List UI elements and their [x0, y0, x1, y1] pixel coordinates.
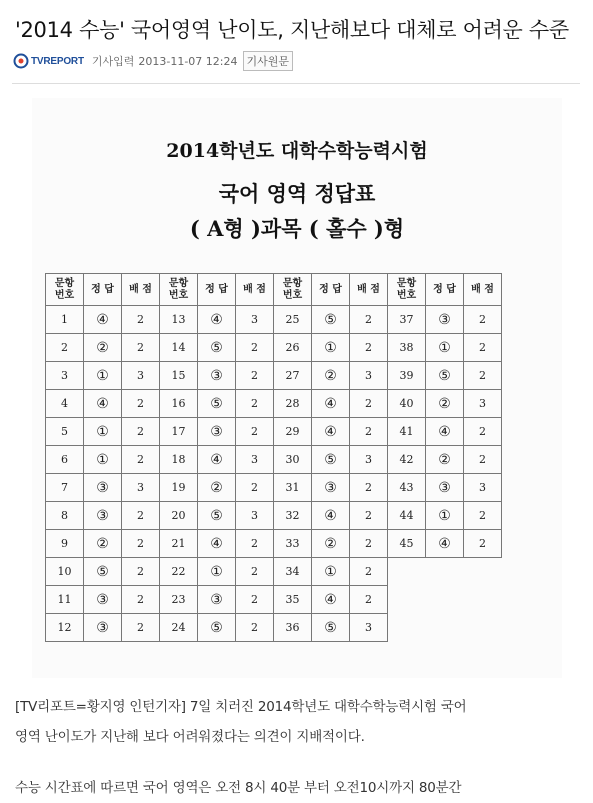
answer: ⑤	[198, 390, 236, 418]
question-number: 41	[388, 418, 426, 446]
points: 2	[350, 530, 388, 558]
answer: ①	[84, 362, 122, 390]
answer-header: 정 답	[198, 274, 236, 306]
question-number-header: 문항 번호	[160, 274, 198, 306]
points: 2	[236, 418, 274, 446]
points: 2	[122, 334, 160, 362]
answer: ⑤	[198, 614, 236, 642]
points: 2	[122, 390, 160, 418]
article-datetime: 2013-11-07 12:24	[138, 54, 238, 68]
points: 2	[464, 362, 502, 390]
answer: ④	[426, 418, 464, 446]
table-row	[46, 558, 502, 586]
points-header: 배 점	[350, 274, 388, 306]
points: 2	[122, 502, 160, 530]
answer: ②	[312, 362, 350, 390]
points: 2	[122, 306, 160, 334]
table-row	[46, 306, 502, 334]
answer-header: 정 답	[312, 274, 350, 306]
answer: ③	[84, 474, 122, 502]
question-number-header: 문항 번호	[274, 274, 312, 306]
answer: ④	[426, 530, 464, 558]
empty-cell	[426, 558, 464, 586]
points: 3	[350, 446, 388, 474]
question-number: 26	[274, 334, 312, 362]
question-number: 40	[388, 390, 426, 418]
points: 2	[350, 390, 388, 418]
answer: ④	[312, 502, 350, 530]
points: 2	[122, 614, 160, 642]
points: 2	[350, 334, 388, 362]
points: 2	[236, 558, 274, 586]
sheet-type-line: ( A형 )과목 ( 홀수 )형	[189, 216, 405, 241]
question-number: 43	[388, 474, 426, 502]
answer: ④	[198, 446, 236, 474]
empty-cell	[426, 614, 464, 642]
question-number: 34	[274, 558, 312, 586]
table-row	[46, 446, 502, 474]
points-header: 배 점	[464, 274, 502, 306]
question-number: 4	[46, 390, 84, 418]
divider	[12, 83, 580, 84]
question-number: 9	[46, 530, 84, 558]
answer: ②	[84, 530, 122, 558]
question-number: 19	[160, 474, 198, 502]
question-number: 39	[388, 362, 426, 390]
points: 2	[464, 334, 502, 362]
answer: ③	[84, 586, 122, 614]
answer: ③	[426, 474, 464, 502]
answer: ②	[312, 530, 350, 558]
table-row	[46, 474, 502, 502]
points: 2	[122, 558, 160, 586]
article-paragraph-1: [TV리포트=황지영 인턴기자] 7일 치러진 2014학년도 대학수학능력시험 국어	[15, 699, 467, 715]
answer: ③	[198, 362, 236, 390]
table-row	[46, 390, 502, 418]
article-headline[interactable]: '2014 수능' 국어영역 난이도, 지난해보다 대체로 어려운 수준	[15, 18, 569, 42]
points: 2	[236, 362, 274, 390]
answer: ①	[426, 502, 464, 530]
points: 3	[236, 502, 274, 530]
answer: ④	[198, 306, 236, 334]
points: 2	[236, 614, 274, 642]
answer: ④	[198, 530, 236, 558]
question-number: 13	[160, 306, 198, 334]
empty-cell	[464, 586, 502, 614]
points: 2	[464, 418, 502, 446]
points: 3	[236, 446, 274, 474]
question-number: 14	[160, 334, 198, 362]
question-number: 27	[274, 362, 312, 390]
question-number: 29	[274, 418, 312, 446]
answer: ①	[84, 446, 122, 474]
table-row	[46, 334, 502, 362]
empty-cell	[388, 614, 426, 642]
answer-table	[45, 273, 502, 642]
empty-cell	[388, 558, 426, 586]
points: 2	[350, 502, 388, 530]
points: 2	[350, 418, 388, 446]
answer: ④	[312, 418, 350, 446]
answer: ①	[426, 334, 464, 362]
question-number-header: 문항 번호	[388, 274, 426, 306]
table-row	[46, 614, 502, 642]
answer: ④	[312, 586, 350, 614]
question-number: 23	[160, 586, 198, 614]
answer: ②	[84, 334, 122, 362]
question-number: 44	[388, 502, 426, 530]
answer: ②	[426, 446, 464, 474]
points: 2	[464, 530, 502, 558]
answer: ②	[426, 390, 464, 418]
answer: ⑤	[84, 558, 122, 586]
points: 2	[350, 558, 388, 586]
points-header: 배 점	[236, 274, 274, 306]
sheet-title: 2014학년도 대학수학능력시험	[166, 140, 428, 162]
points: 3	[122, 362, 160, 390]
answer: ③	[426, 306, 464, 334]
empty-cell	[464, 614, 502, 642]
question-number: 21	[160, 530, 198, 558]
answer: ③	[198, 418, 236, 446]
meta-label: 기사입력	[91, 55, 135, 68]
answer: ⑤	[426, 362, 464, 390]
points: 2	[236, 390, 274, 418]
question-number: 8	[46, 502, 84, 530]
article-meta	[13, 51, 293, 71]
points: 2	[236, 586, 274, 614]
points: 3	[122, 474, 160, 502]
points: 3	[236, 306, 274, 334]
answer: ⑤	[312, 614, 350, 642]
points: 2	[236, 334, 274, 362]
points: 2	[236, 530, 274, 558]
question-number: 24	[160, 614, 198, 642]
logo-text: TVREPORT	[31, 55, 84, 67]
question-number: 42	[388, 446, 426, 474]
points: 2	[464, 502, 502, 530]
question-number: 38	[388, 334, 426, 362]
points-header: 배 점	[122, 274, 160, 306]
answer: ④	[84, 390, 122, 418]
points: 2	[122, 418, 160, 446]
question-number: 37	[388, 306, 426, 334]
answer: ④	[312, 390, 350, 418]
points: 3	[350, 362, 388, 390]
points: 3	[464, 390, 502, 418]
question-number: 11	[46, 586, 84, 614]
answer-header: 정 답	[426, 274, 464, 306]
question-number: 16	[160, 390, 198, 418]
question-number: 36	[274, 614, 312, 642]
answer: ①	[198, 558, 236, 586]
empty-cell	[464, 558, 502, 586]
question-number: 10	[46, 558, 84, 586]
answer: ⑤	[312, 306, 350, 334]
answer: ③	[312, 474, 350, 502]
points: 2	[122, 530, 160, 558]
question-number: 17	[160, 418, 198, 446]
answer: ②	[198, 474, 236, 502]
answer: ③	[198, 586, 236, 614]
article-paragraph-3: 수능 시간표에 따르면 국어 영역은 오전 8시 40분 부터 오전10시까지 80분간	[15, 780, 462, 796]
answer: ①	[312, 558, 350, 586]
points: 3	[350, 614, 388, 642]
tvreport-logo[interactable]	[13, 53, 84, 69]
question-number: 18	[160, 446, 198, 474]
question-number: 28	[274, 390, 312, 418]
table-row	[46, 418, 502, 446]
question-number: 22	[160, 558, 198, 586]
answer: ③	[84, 614, 122, 642]
table-row	[46, 502, 502, 530]
empty-cell	[426, 586, 464, 614]
table-row	[46, 586, 502, 614]
question-number: 25	[274, 306, 312, 334]
answer: ①	[84, 418, 122, 446]
points: 2	[236, 474, 274, 502]
question-number-header: 문항 번호	[46, 274, 84, 306]
question-number: 45	[388, 530, 426, 558]
question-number: 35	[274, 586, 312, 614]
empty-cell	[388, 586, 426, 614]
question-number: 7	[46, 474, 84, 502]
question-number: 1	[46, 306, 84, 334]
tvreport-logo-icon	[13, 53, 29, 69]
question-number: 5	[46, 418, 84, 446]
question-number: 3	[46, 362, 84, 390]
answer-sheet-image	[32, 98, 562, 678]
points: 2	[350, 586, 388, 614]
question-number: 15	[160, 362, 198, 390]
answer: ⑤	[312, 446, 350, 474]
original-article-button[interactable]: 기사원문	[243, 51, 294, 71]
answer: ③	[84, 502, 122, 530]
points: 2	[122, 446, 160, 474]
question-number: 6	[46, 446, 84, 474]
answer: ⑤	[198, 334, 236, 362]
question-number: 30	[274, 446, 312, 474]
article-paragraph-2: 영역 난이도가 지난해 보다 어려워졌다는 의견이 지배적이다.	[15, 729, 365, 745]
points: 2	[464, 446, 502, 474]
answer-table-header	[46, 274, 502, 306]
question-number: 20	[160, 502, 198, 530]
question-number: 2	[46, 334, 84, 362]
question-number: 33	[274, 530, 312, 558]
table-row	[46, 530, 502, 558]
question-number: 31	[274, 474, 312, 502]
sheet-subtitle: 국어 영역 정답표	[218, 181, 376, 206]
points: 2	[464, 306, 502, 334]
answer: ⑤	[198, 502, 236, 530]
answer: ①	[312, 334, 350, 362]
points: 3	[464, 474, 502, 502]
answer-header: 정 답	[84, 274, 122, 306]
points: 2	[350, 474, 388, 502]
question-number: 32	[274, 502, 312, 530]
points: 2	[122, 586, 160, 614]
table-row	[46, 362, 502, 390]
points: 2	[350, 306, 388, 334]
question-number: 12	[46, 614, 84, 642]
answer: ④	[84, 306, 122, 334]
